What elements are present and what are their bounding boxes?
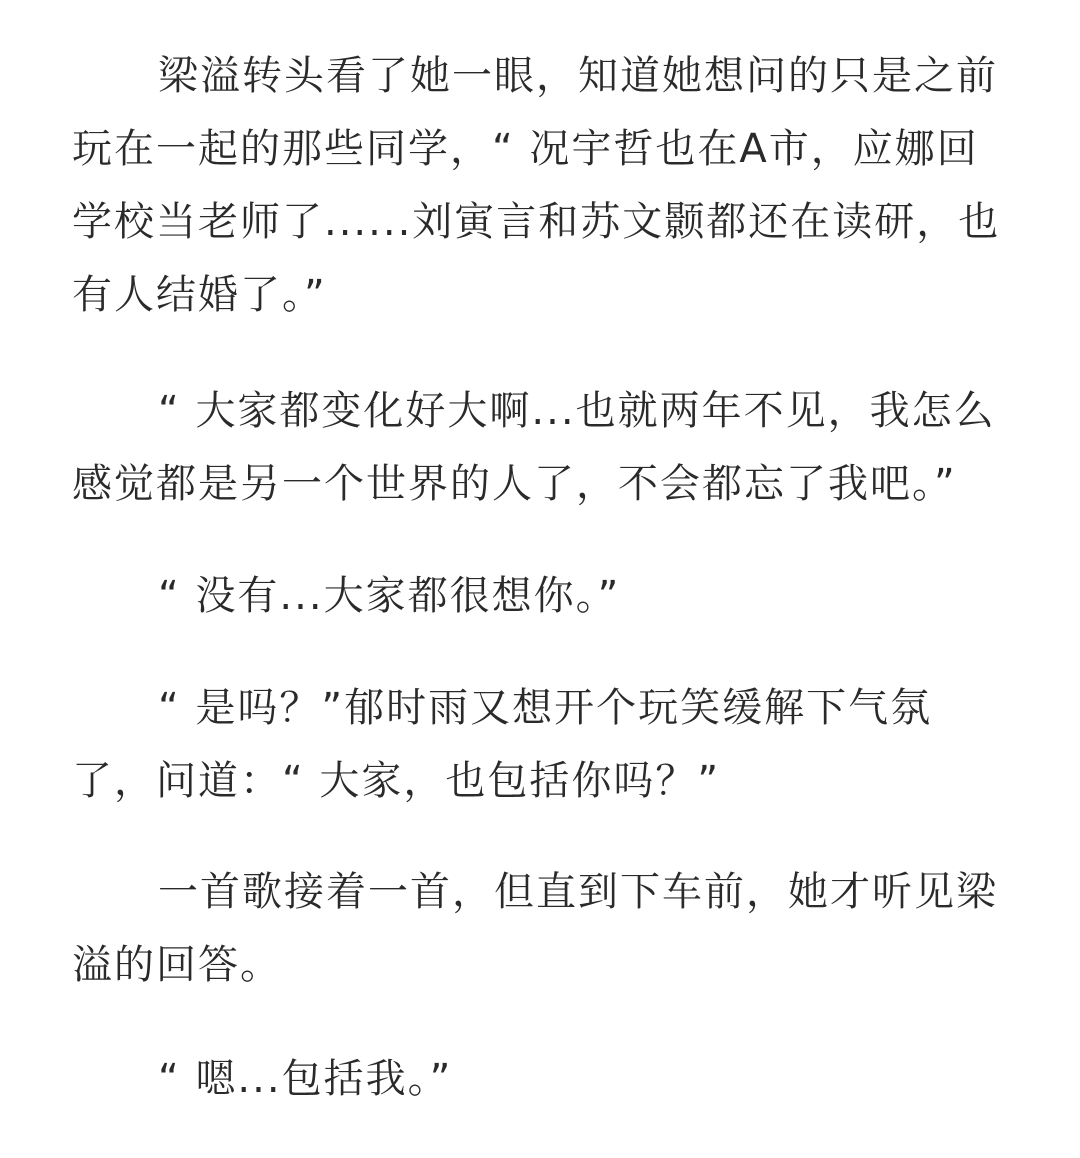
- paragraph-1: 梁溢转头看了她一眼，知道她想问的只是之前玩在一起的那些同学，“ 况宇哲也在A市，应娜回学校当老师了......刘寅言和苏文颢都还在读研，也有人结婚了。”: [72, 53, 1001, 318]
- paragraph-5: 一首歌接着一首，但直到下车前，她才听见梁溢的回答。: [72, 869, 998, 988]
- paragraph-2: “ 大家都变化好大啊...也就两年不见，我怎么感觉都是另一个世界的人了，不会都忘了我吧。”: [72, 388, 996, 507]
- paragraph-6: “ 嗯...包括我。”: [158, 1056, 453, 1102]
- paragraph-3: “ 没有...大家都很想你。”: [158, 573, 621, 619]
- paragraph-4: “ 是吗？”郁时雨又想开个玩笑缓解下气氛了，问道：“ 大家，也包括你吗？”: [72, 685, 933, 804]
